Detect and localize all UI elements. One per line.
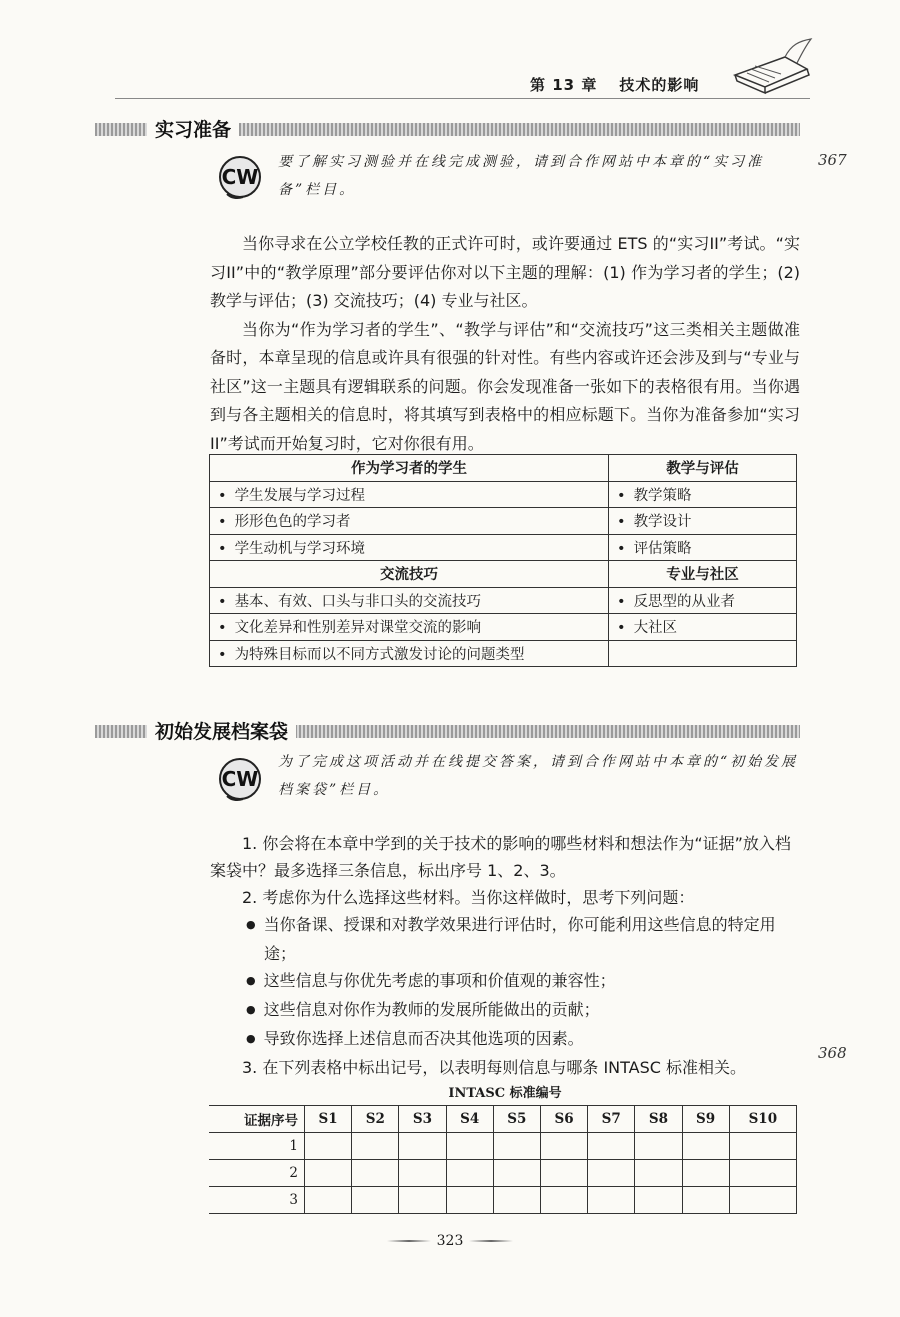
intasc-table bbox=[209, 1105, 797, 1214]
portfolio-instructions bbox=[210, 830, 800, 1081]
list-item: 3. 在下列表格中标出记号，以表明每则信息与哪条 INTASC 标准相关。 bbox=[242, 1058, 747, 1077]
row-number: 2 bbox=[209, 1160, 305, 1187]
svg-text:CW: CW bbox=[221, 767, 259, 791]
section-title: 实习准备 bbox=[147, 118, 239, 142]
portfolio-note: 为了完成这项活动并在线提交答案，请到合作网站中本章的“初始发展档案袋”栏目。 bbox=[278, 754, 799, 798]
margin-number: 367 bbox=[818, 151, 847, 169]
list-item: 2. 考虑你为什么选择这些材料。当你这样做时，思考下列问题： bbox=[242, 888, 695, 907]
table-cell: • 大社区 bbox=[609, 614, 797, 641]
table-cell: • 教学设计 bbox=[609, 508, 797, 535]
header-rule bbox=[115, 98, 810, 99]
table-caption: INTASC 标准编号 bbox=[448, 1086, 562, 1101]
table-row bbox=[209, 1187, 797, 1214]
table-cell: • 教学策略 bbox=[609, 481, 797, 508]
bullet-item: ● 导致你选择上述信息而否决其他选项的因素。 bbox=[210, 1025, 800, 1054]
col-header: S7 bbox=[588, 1106, 635, 1133]
internship-body bbox=[210, 230, 800, 458]
table-header: 作为学习者的学生 bbox=[210, 455, 609, 482]
paragraph: 当你寻求在公立学校任教的正式许可时，或许要通过 ETS 的“实习II”考试。“实习II”中的“教学原理”部分要评估你对以下主题的理解：(1) 作为学习者的学生；(2) 教学与评估；(3) 交流技巧；(4) 专业与社区。 bbox=[210, 234, 800, 310]
table-cell: • 基本、有效、口头与非口头的交流技巧 bbox=[210, 587, 609, 614]
bullet-item: ● 这些信息与你优先考虑的事项和价值观的兼容性； bbox=[210, 967, 800, 996]
col-header: S2 bbox=[352, 1106, 399, 1133]
page-number-footer bbox=[380, 1233, 520, 1249]
table-cell: • 为特殊目标而以不同方式激发讨论的问题类型 bbox=[210, 640, 609, 667]
section-bar-portfolio bbox=[95, 720, 800, 744]
internship-note: 要了解实习测验并在线完成测验，请到合作网站中本章的“实习准备”栏目。 bbox=[278, 154, 765, 198]
chapter-title: 技术的影响 bbox=[619, 76, 700, 94]
table-row bbox=[210, 508, 797, 535]
col-header: S3 bbox=[399, 1106, 446, 1133]
col-header: S10 bbox=[729, 1106, 796, 1133]
row-number: 3 bbox=[209, 1187, 305, 1214]
table-cell: • 学生发展与学习过程 bbox=[210, 481, 609, 508]
table-header: 专业与社区 bbox=[609, 561, 797, 588]
col-header: S5 bbox=[493, 1106, 540, 1133]
book-icon bbox=[725, 35, 815, 95]
bullet-item: ● 这些信息对你作为教师的发展所能做出的贡献； bbox=[210, 996, 800, 1025]
table-cell: • 文化差异和性别差异对课堂交流的影响 bbox=[210, 614, 609, 641]
running-header bbox=[530, 74, 699, 95]
section-title: 初始发展档案袋 bbox=[147, 720, 296, 744]
col-header: S8 bbox=[635, 1106, 682, 1133]
chapter-number: 第 13 章 bbox=[530, 76, 598, 94]
table-header: 交流技巧 bbox=[210, 561, 609, 588]
col-header: S4 bbox=[446, 1106, 493, 1133]
paragraph: 当你为“作为学习者的学生”、“教学与评估”和“交流技巧”这三类相关主题做准备时，本章呈现的信息或许具有很强的针对性。有些内容或许还会涉及到与“专业与社区”这一主题具有逻辑联系的问题。你会发现准备一张如下的表格很有用。当你遇到与各主题相关的信息时，将其填写到表格中的相应标题下。当你为准备参加“实习II”考试而开始复习时，它对你很有用。 bbox=[210, 319, 800, 453]
table-row bbox=[209, 1133, 797, 1160]
row-header: 证据序号 bbox=[209, 1106, 305, 1133]
col-header: S1 bbox=[305, 1106, 352, 1133]
table-cell bbox=[609, 640, 797, 667]
list-item: 1. 你会将在本章中学到的关于技术的影响的哪些材料和想法作为“证据”放入档案袋中？最多选择三条信息，标出序号 1、2、3。 bbox=[210, 834, 791, 880]
margin-number: 368 bbox=[818, 1044, 847, 1062]
table-cell: • 形形色色的学习者 bbox=[210, 508, 609, 535]
table-row bbox=[210, 614, 797, 641]
svg-text:CW: CW bbox=[221, 165, 259, 189]
table-cell: • 评估策略 bbox=[609, 534, 797, 561]
table-row bbox=[209, 1160, 797, 1187]
table-row bbox=[210, 534, 797, 561]
table-row bbox=[210, 587, 797, 614]
page-number: 323 bbox=[436, 1233, 464, 1249]
praxis-topics-table bbox=[209, 454, 797, 667]
cw-badge-icon bbox=[215, 752, 265, 802]
table-cell: • 学生动机与学习环境 bbox=[210, 534, 609, 561]
cw-badge-icon bbox=[215, 150, 265, 200]
section-bar-internship bbox=[95, 118, 800, 142]
row-number: 1 bbox=[209, 1133, 305, 1160]
table-cell: • 反思型的从业者 bbox=[609, 587, 797, 614]
col-header: S9 bbox=[682, 1106, 729, 1133]
bullet-item: ● 当你备课、授课和对教学效果进行评估时，你可能利用这些信息的特定用途； bbox=[210, 911, 800, 967]
table-row bbox=[210, 481, 797, 508]
table-row bbox=[210, 640, 797, 667]
col-header: S6 bbox=[540, 1106, 587, 1133]
table-header: 教学与评估 bbox=[609, 455, 797, 482]
